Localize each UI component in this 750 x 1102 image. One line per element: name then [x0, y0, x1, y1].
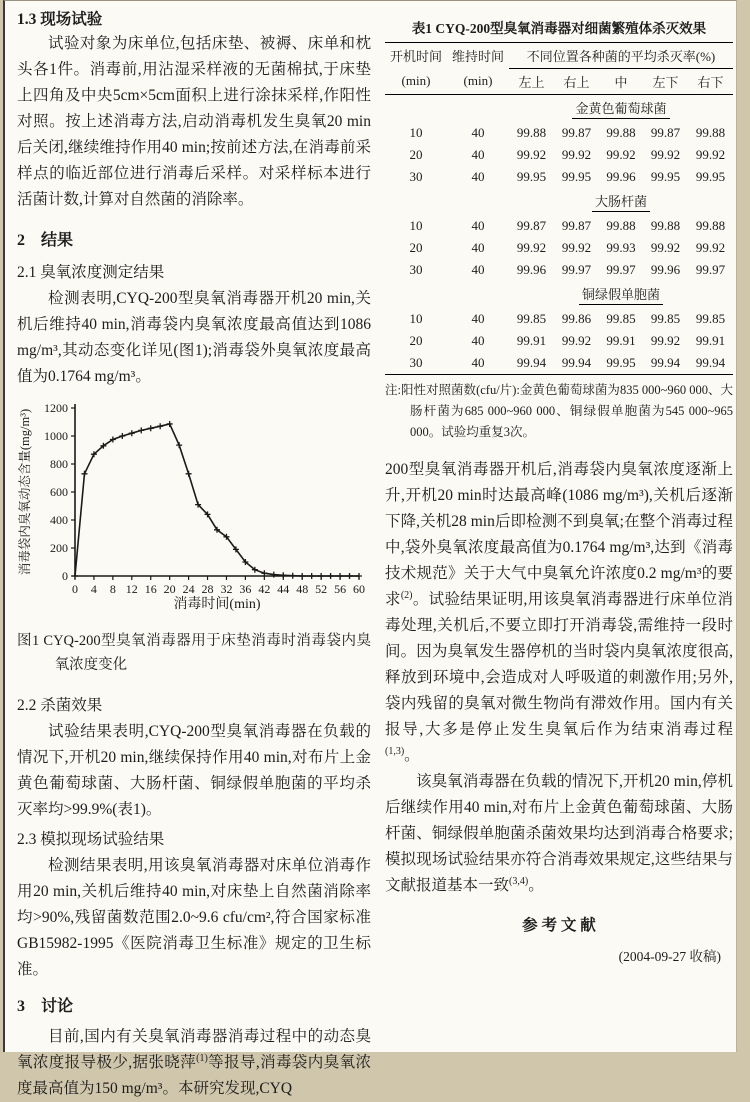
- discussion-paragraph-1: 200型臭氧消毒器开机后,消毒袋内臭氧浓度逐渐上升,开机20 min时达最高峰(1086 mg/m³),关机后逐渐下降,关机28 min后即检测不到臭氧;在整个消毒过程中,袋外臭氧浓度最高值为0.1764 mg/m³,达到《消毒技术规范》关于大气中臭氧允许浓度0.2 mg/m³的要求$^{(2)}$。试验结果证明,用该臭氧消毒器进行床单位消毒处理,关机后,不要立即打开消毒袋,需维持一段时间。因为臭氧发生器停机的当时袋内臭氧浓度很高,释放到环境中,会造成对人呼吸道的刺激作用;另外,袋内残留的臭氧对微生物尚有滞效作用。国内有关报导,大多是停止发生臭氧后作为结束消毒过程$^{(1,3)}$。: [385, 461, 733, 764]
- svg-text:600: 600: [50, 485, 68, 499]
- table-cell: 30: [409, 169, 423, 184]
- right-column: [385, 17, 733, 965]
- pos-bottom-right: 右下: [688, 69, 733, 95]
- table-cell: 99.92: [561, 333, 592, 348]
- bacteria-group-row: [385, 95, 733, 123]
- bacteria-group-label: 铜绿假单胞菌: [579, 284, 663, 305]
- svg-text:56: 56: [334, 582, 347, 596]
- table-row: [385, 259, 733, 281]
- pos-bottom-left: 左下: [643, 69, 688, 95]
- table-cell: 40: [471, 311, 485, 326]
- svg-text:4: 4: [90, 582, 97, 596]
- section-1-3-paragraph: 试验对象为床单位,包括床垫、被褥、床单和枕头各1件。消毒前,用沾湿采样液的无菌棉拭,于床垫上四角及中央5cm×5cm面积上进行涂抹采样,作阳性对照。按上述消毒方法,启动消毒机发生臭氧20 min后关闭,继续维持作用40 min;按前述方法,在消毒前采样点的临近部位进行消毒后采样。对采样标本进行活菌计数,计算对自然菌的消除率。: [17, 35, 371, 208]
- table-cell: 40: [471, 240, 485, 255]
- svg-text:42: 42: [258, 582, 271, 596]
- table-cell: 99.85: [695, 311, 726, 326]
- svg-text:200: 200: [50, 541, 68, 555]
- pos-center: 中: [599, 69, 643, 95]
- table-1-title: 表1 CYQ-200型臭氧消毒器对细菌繁殖体杀灭效果: [411, 21, 707, 36]
- bacteria-group-row: [385, 188, 733, 215]
- col-header-hold-time: 维持时间: [451, 49, 504, 65]
- table-cell: 99.91: [606, 333, 636, 348]
- scanned-paper-page: [3, 0, 737, 1097]
- svg-text:20: 20: [163, 582, 176, 596]
- pos-top-right: 右上: [554, 69, 599, 95]
- table-cell: 99.92: [650, 240, 681, 255]
- section-3-paragraph: 目前,国内有关臭氧消毒器消毒过程中的动态臭氧浓度报导极少,据张晓萍$^{(1)}$等报导,消毒袋内臭氧浓度最高值为150 mg/m³。本研究发现,CYQ: [17, 1028, 371, 1097]
- section-2-3-heading: 2.3 模拟现场试验结果: [17, 831, 165, 848]
- table-cell: 99.94: [650, 355, 681, 370]
- figure-1: [17, 396, 371, 625]
- table-cell: 99.88: [516, 125, 547, 140]
- table-cell: 10: [409, 125, 423, 140]
- pos-top-left: 左上: [509, 69, 554, 95]
- bacteria-group-label: 大肠杆菌: [592, 191, 650, 212]
- section-2-2-paragraph: 试验结果表明,CYQ-200型臭氧消毒器在负载的情况下,开机20 min,继续保持作用40 min,对布片上金黄色葡萄球菌、大肠杆菌、铜绿假单胞菌的平均杀灭率均>99.9%(表1)。: [17, 723, 371, 818]
- table-cell: 99.97: [606, 262, 636, 277]
- table-row: [385, 144, 733, 166]
- table-cell: 99.95: [650, 169, 681, 184]
- table-row: [385, 166, 733, 188]
- table-cell: 99.91: [695, 333, 726, 348]
- table-1-note: 注:阳性对照菌数(cfu/片):金黄色葡萄球菌为835 000~960 000、大肠杆菌为685 000~960 000、铜绿假单胞菌为545 000~965 000。试验均重复3次。: [385, 383, 733, 439]
- table-cell: 99.87: [650, 125, 681, 140]
- table-cell: 99.87: [516, 218, 547, 233]
- table-cell: 99.93: [606, 240, 636, 255]
- svg-text:28: 28: [201, 582, 214, 596]
- table-cell: 40: [471, 147, 485, 162]
- bacteria-group-label: 金黄色葡萄球菌: [572, 98, 669, 119]
- table-cell: 99.94: [695, 355, 726, 370]
- svg-text:8: 8: [109, 582, 116, 596]
- svg-text:24: 24: [182, 582, 195, 596]
- table-cell: 99.92: [695, 147, 726, 162]
- table-cell: 99.92: [695, 240, 726, 255]
- section-2-1-paragraph: 检测表明,CYQ-200型臭氧消毒器开机20 min,关机后维持40 min,消毒袋内臭氧浓度最高值达到1086 mg/m³,其动态变化详见(图1);消毒袋外臭氧浓度最高值为0.1764 mg/m³。: [17, 290, 371, 385]
- left-column: [17, 7, 371, 1102]
- table-cell: 99.95: [606, 355, 636, 370]
- svg-text:800: 800: [50, 457, 68, 471]
- references-heading: 参 考 文 献: [522, 917, 596, 934]
- table-cell: 40: [471, 262, 485, 277]
- svg-text:60: 60: [353, 582, 365, 596]
- table-cell: 99.88: [606, 218, 636, 233]
- table-cell: 40: [471, 125, 485, 140]
- table-cell: 99.94: [516, 355, 547, 370]
- table-cell: 10: [409, 218, 423, 233]
- table-row: [385, 352, 733, 375]
- discussion-paragraph-2: 该臭氧消毒器在负载的情况下,开机20 min,停机后继续作用40 min,对布片上金黄色葡萄球菌、大肠杆菌、铜绿假单胞菌杀菌效果均达到消毒合格要求;模拟现场试验结果亦符合消毒效果规定,这些结果与文献报道基本一致$^{(3,4)}$。: [385, 773, 733, 894]
- table-cell: 40: [471, 218, 485, 233]
- svg-text:消毒袋内臭氧动态含量(mg/m³): 消毒袋内臭氧动态含量(mg/m³): [18, 408, 32, 576]
- table-cell: 99.92: [516, 240, 547, 255]
- ozone-line-chart: [17, 396, 365, 620]
- svg-text:52: 52: [315, 582, 328, 596]
- table-cell: 99.95: [561, 169, 592, 184]
- table-cell: 99.87: [561, 218, 592, 233]
- col-header-on-time: 开机时间: [389, 49, 442, 65]
- table-cell: 20: [409, 147, 423, 162]
- figure-1-caption: 图1 CYQ-200型臭氧消毒器用于床垫消毒时消毒袋内臭氧浓度变化: [17, 633, 371, 673]
- table-cell: 99.92: [650, 147, 681, 162]
- svg-text:48: 48: [296, 582, 309, 596]
- table-cell: 99.97: [695, 262, 726, 277]
- table-cell: 20: [409, 240, 423, 255]
- table-header-row-1: [385, 43, 733, 69]
- table-cell: 99.92: [650, 333, 681, 348]
- table-cell: 99.95: [695, 169, 726, 184]
- table-cell: 99.88: [606, 125, 636, 140]
- table-cell: 99.94: [561, 355, 592, 370]
- table-cell: 40: [471, 355, 485, 370]
- unit-min-2: (min): [447, 69, 509, 95]
- bacteria-group-row: [385, 281, 733, 308]
- svg-text:36: 36: [239, 582, 252, 596]
- svg-text:400: 400: [50, 513, 68, 527]
- table-row: [385, 237, 733, 259]
- unit-min-1: (min): [385, 69, 447, 95]
- table-cell: 99.88: [695, 218, 726, 233]
- table-row: [385, 215, 733, 237]
- table-cell: 99.92: [561, 240, 592, 255]
- table-cell: 10: [409, 311, 423, 326]
- table-cell: 99.85: [650, 311, 681, 326]
- svg-text:0: 0: [72, 582, 78, 596]
- table-cell: 99.95: [516, 169, 547, 184]
- table-cell: 99.85: [516, 311, 547, 326]
- table-cell: 40: [471, 169, 485, 184]
- table-cell: 99.91: [516, 333, 547, 348]
- section-1-3-heading: 1.3 现场试验: [17, 11, 103, 28]
- table-cell: 99.92: [561, 147, 592, 162]
- svg-text:1000: 1000: [44, 429, 68, 443]
- table-cell: 99.96: [516, 262, 547, 277]
- table-cell: 99.87: [561, 125, 592, 140]
- table-cell: 99.86: [561, 311, 592, 326]
- table-cell: 99.92: [516, 147, 547, 162]
- section-2-3-paragraph: 检测结果表明,用该臭氧消毒器对床单位消毒作用20 min,关机后维持40 min,对床垫上自然菌消除率均>90%,残留菌数范围2.0~9.6 cfu/cm²,符合国家标准GB15982-1995《医院消毒卫生标准》规定的卫生标准。: [17, 857, 371, 978]
- table-row: [385, 122, 733, 144]
- svg-text:消毒时间(min): 消毒时间(min): [173, 597, 261, 612]
- section-3-heading: 3 讨论: [17, 998, 74, 1015]
- table-cell: 99.96: [650, 262, 681, 277]
- table-cell: 99.92: [606, 147, 636, 162]
- table-row: [385, 308, 733, 330]
- table-cell: 20: [409, 333, 423, 348]
- section-2-1-heading: 2.1 臭氧浓度测定结果: [17, 264, 165, 281]
- svg-text:32: 32: [220, 582, 233, 596]
- table-cell: 99.96: [606, 169, 636, 184]
- table-cell: 99.88: [650, 218, 681, 233]
- section-2-2-heading: 2.2 杀菌效果: [17, 697, 103, 714]
- col-group-header: 不同位置各种菌的平均杀灭率(%): [509, 43, 733, 69]
- table-row: [385, 330, 733, 352]
- svg-text:0: 0: [62, 569, 68, 583]
- received-date: (2004-09-27 收稿): [618, 949, 721, 964]
- svg-text:16: 16: [144, 582, 157, 596]
- svg-text:12: 12: [125, 582, 138, 596]
- svg-text:1200: 1200: [44, 401, 68, 415]
- section-2-heading: 2 结果: [17, 232, 74, 249]
- table-cell: 99.88: [695, 125, 726, 140]
- table-cell: 40: [471, 333, 485, 348]
- table-cell: 99.85: [606, 311, 636, 326]
- svg-text:44: 44: [277, 582, 290, 596]
- table-header-row-2: [385, 69, 733, 95]
- table-cell: 99.97: [561, 262, 592, 277]
- table-cell: 30: [409, 355, 423, 370]
- table-cell: 30: [409, 262, 423, 277]
- kill-rate-table: [385, 42, 733, 375]
